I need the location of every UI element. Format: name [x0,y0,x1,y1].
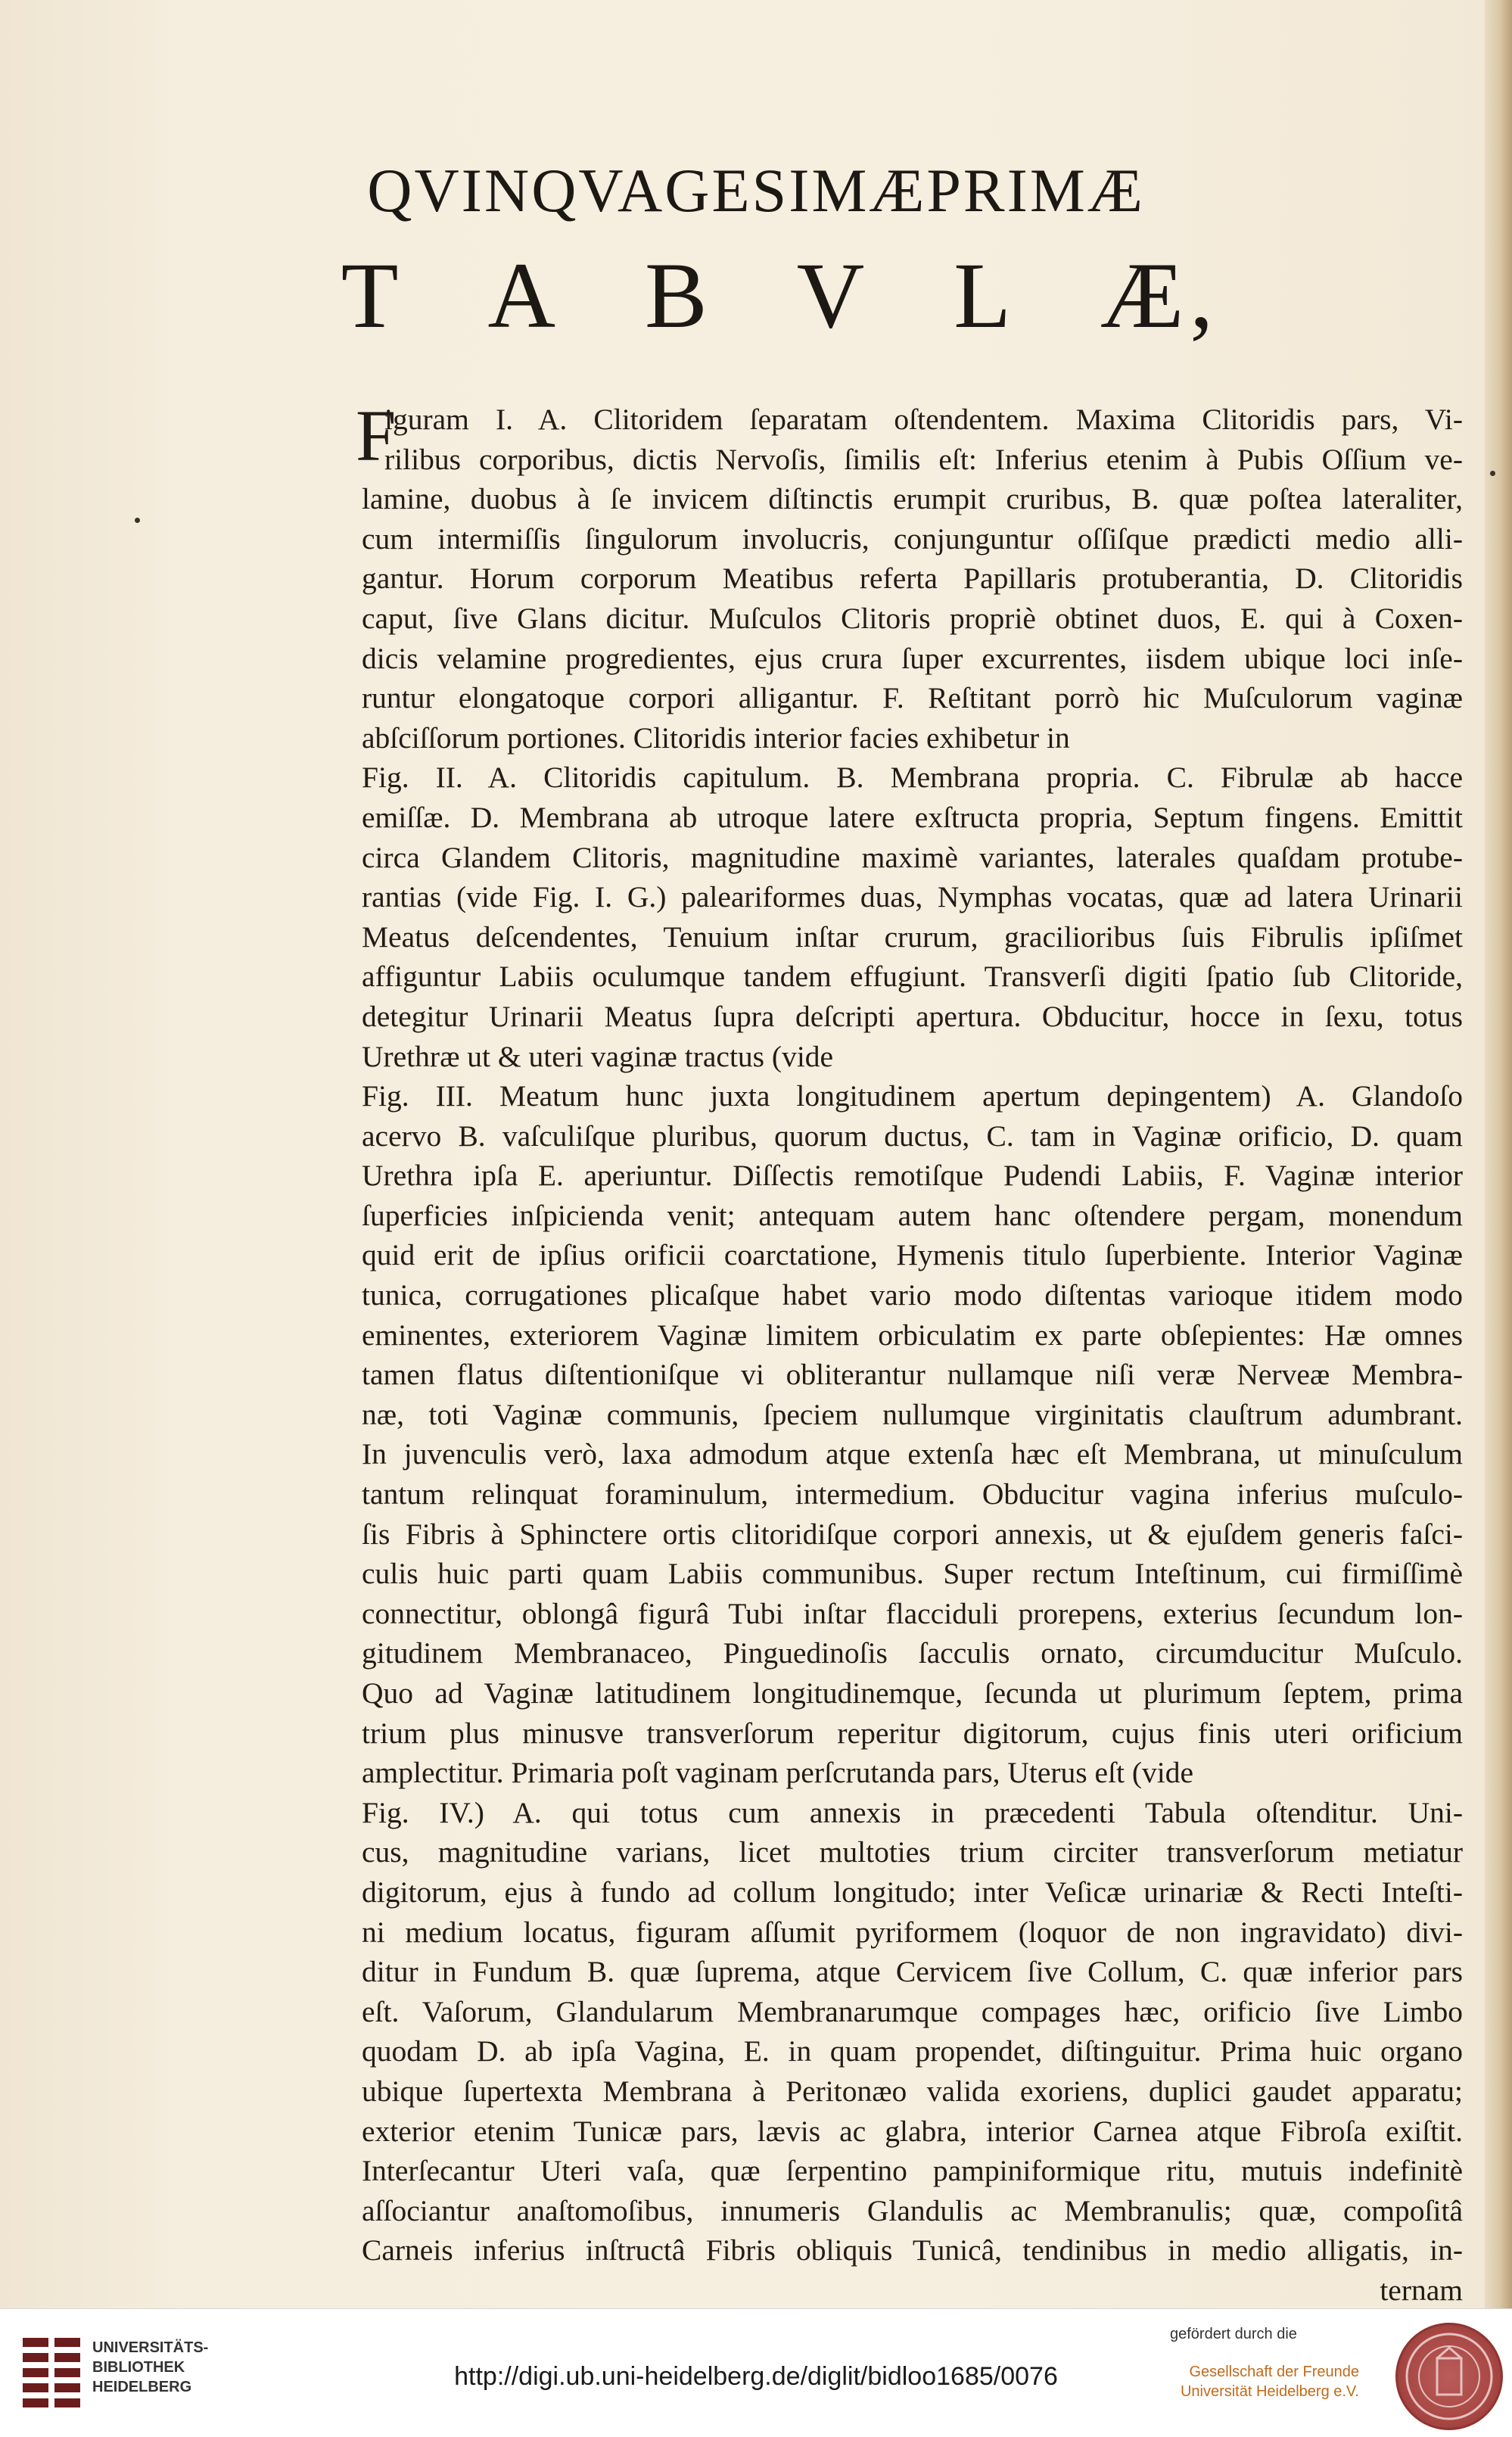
text-line: eminentes, exteriorem Vaginæ limitem orbiculatim ex parte obſepientes: Hæ omnes [362,1318,1463,1352]
permalink-url[interactable]: http://digi.ub.uni-heidelberg.de/diglit/bidloo1685/0076 [454,2362,1058,2391]
drop-cap: F [356,395,397,476]
text-line: cus, magnitudine varians, licet multoties trium circiter transverſorum metiatur [362,1835,1463,1869]
text-line: ſuperficies inſpicienda venit; antequam autem hanc oſtendere pergam, monendum [362,1198,1463,1232]
text-line: dicis velamine progredientes, ejus crura ſuper excurrentes, iisdem ubique loci inſe- [362,641,1463,675]
institution-line: BIBLIOTHEK [92,2359,185,2376]
text-line: tunica, corrugationes plicaſque habet vario modo diſtentas varioque itidem modo [362,1278,1463,1312]
text-line: gitudinem Membranaceo, Pinguedinoſis ſacculis ornato, circumducitur Muſculo. [362,1636,1463,1670]
text-line: ternam [1380,2273,1463,2307]
text-line: detegitur Urinarii Meatus ſupra deſcripti apertura. Obducitur, hocce in ſexu, totus [362,999,1463,1033]
institution-line: UNIVERSITÄTS- [92,2339,209,2356]
text-line: eſt. Vaſorum, Glandularum Membranarumque compages hæc, orificio ſive Limbo [362,1994,1463,2028]
text-line: ditur in Fundum B. quæ ſuprema, atque Cervicem ſive Collum, C. quæ inferior pars [362,1955,1463,1989]
text-line: Carneis inferius inſtructâ Fibris obliquis Tunicâ, tendinibus in medio alligatis, in- [362,2233,1463,2267]
sponsor-line: Gesellschaft der Freunde [1189,2364,1359,2380]
text-line: abſciſſorum portiones. Clitoridis interior facies exhibetur in [362,721,1070,755]
text-line: ſis Fibris à Sphinctere ortis clitoridiſque corpori annexis, ut & ejuſdem generis faſci- [362,1517,1463,1551]
text-line: runtur elongatoque corpori alligantur. F. Reſtitant porrò hic Muſculorum vaginæ [362,681,1463,715]
institution-line: HEIDELBERG [92,2379,192,2395]
text-line: acervo B. vaſculiſque pluribus, quorum ductus, C. tam in Vaginæ orificio, D. quam [362,1119,1463,1153]
text-line: amplectitur. Primaria poſt vaginam perſcrutanda pars, Uterus eſt (vide [362,1756,1194,1790]
margin-dot [135,518,140,523]
text-line: ni medium locatus, figuram aſſumit pyriformem (loquor de non ingravidato) divi- [362,1915,1463,1949]
margin-dot [1490,471,1495,476]
text-line: circa Glandem Clitoris, magnitudine maximè variantes, laterales quaſdam protube- [362,840,1463,874]
text-line: digitorum, ejus à fundo ad collum longitudo; inter Veſicæ urinariæ & Recti Inteſti- [362,1875,1463,1909]
title-letter: L [954,244,1013,347]
text-line: lamine, duobus à ſe invicem diſtinctis erumpit cruribus, B. quæ poſtea lateraliter, [362,482,1463,516]
text-line: tamen flatus diſtentioniſque vi obliterantur nullamque niſi veræ Nerveæ Membra- [362,1358,1463,1392]
text-line: rantias (vide Fig. I. G.) paleariformes duas, Nymphas vocatas, quæ ad latera Urinarii [362,880,1463,914]
title-letter: V [796,244,866,347]
text-line: culis huic parti quam Labiis communibus. Super rectum Inteſtinum, cui firmiſſimè [362,1557,1463,1591]
text-line: exterior etenim Tunicæ pars, lævis ac glabra, interior Carnea atque Fibroſa exiſtit. [362,2114,1463,2148]
text-line: caput, ſive Glans dicitur. Muſculos Clitoris propriè obtinet duos, E. qui à Coxen- [362,601,1463,635]
text-line: Urethræ ut & uteri vaginæ tractus (vide [362,1039,834,1073]
sponsor-line: Universität Heidelberg e.V. [1180,2383,1359,2400]
page-title-line-2 [0,242,1512,350]
title-letter: B [645,244,709,347]
text-line: trium plus minusve transverſorum reperitur digitorum, cujus finis uteri orificium [362,1716,1463,1750]
text-line: quodam D. ab ipſa Vagina, E. in quam propendet, diſtinguitur. Prima huic organo [362,2034,1463,2068]
title-letter: T [341,244,400,347]
text-line: Fig. II. A. Clitoridis capitulum. B. Membrana propria. C. Fibrulæ ab hacce [362,761,1463,795]
text-line: quid erit de ipſius orificii coarctatione, Hymenis titulo ſuperbiente. Interior Vaginæ [362,1238,1463,1272]
text-line: Fig. IV.) A. qui totus cum annexis in præcedenti Tabula oſtenditur. Uni- [362,1795,1463,1829]
text-line: Interſecantur Uteri vaſa, quæ ſerpentino pampiniformique ritu, mutuis indefinitè [362,2154,1463,2188]
body-text [362,400,1463,2311]
title-letter: A [487,244,557,347]
text-line: emiſſæ. D. Membrana ab utroque latere exſtructa propria, Septum fingens. Emittit [362,800,1463,834]
text-line: affiguntur Labiis oculumque tandem effugiunt. Transverſi digiti ſpatio ſub Clitoride, [362,960,1463,994]
text-line: Urethra ipſa E. aperiuntur. Diſſectis remotiſque Pudendi Labiis, F. Vaginæ interior [362,1159,1463,1193]
text-line: aſſociantur anaſtomoſibus, innumeris Glandulis ac Membranulis; quæ, compoſitâ [362,2193,1463,2227]
text-line: næ, toti Vaginæ communis, ſpeciem nullumque virginitatis clauſtrum adumbrant. [362,1397,1463,1431]
page-title-line-1: QVINQVAGESIMÆPRIMÆ [367,156,1145,225]
footer-bar [0,2308,1512,2437]
text-line: cum intermiſſis ſingulorum involucris, conjunguntur oſſiſque prædicti medio alli- [362,521,1463,556]
text-line: Fig. III. Meatum hunc juxta longitudinem apertum depingentem) A. Glandoſo [362,1079,1463,1113]
sponsor-label: gefördert durch die [1170,2326,1297,2342]
university-seal-icon [1395,2323,1503,2430]
title-letter: Æ [1100,244,1186,347]
title-comma: , [1190,244,1215,347]
text-line: ubique ſupertexta Membrana à Peritonæo valida exoriens, duplici gaudet apparatu; [362,2074,1463,2108]
text-line: rilibus corporibus, dictis Nervoſis, ſimilis eſt: Inferius etenim à Pubis Oſſium ve- [384,442,1463,476]
sponsor-name[interactable] [1170,2362,1359,2401]
text-line: connectitur, oblongâ figurâ Tubi inſtar flacciduli prorepens, exterius ſecundum lon- [362,1596,1463,1630]
text-line: tantum relinquat foraminulum, intermedium. Obducitur vagina inferius muſculo- [362,1477,1463,1511]
text-line: gantur. Horum corporum Meatibus referta Papillaris protuberantia, D. Clitoridis [362,562,1463,596]
text-line: iguram I. A. Clitoridem ſeparatam oſtendentem. Maxima Clitoridis pars, Vi- [384,403,1463,436]
text-line: In juvenculis verò, laxa admodum atque extenſa hæc eſt Membrana, ut minuſculum [362,1437,1463,1471]
text-line: Quo ad Vaginæ latitudinem longitudinemque, ſecunda ut plurimum ſeptem, prima [362,1676,1463,1710]
text-line: Meatus deſcendentes, Tenuium inſtar crurum, gracilioribus ſuis Fibrulis ipſiſmet [362,920,1463,954]
